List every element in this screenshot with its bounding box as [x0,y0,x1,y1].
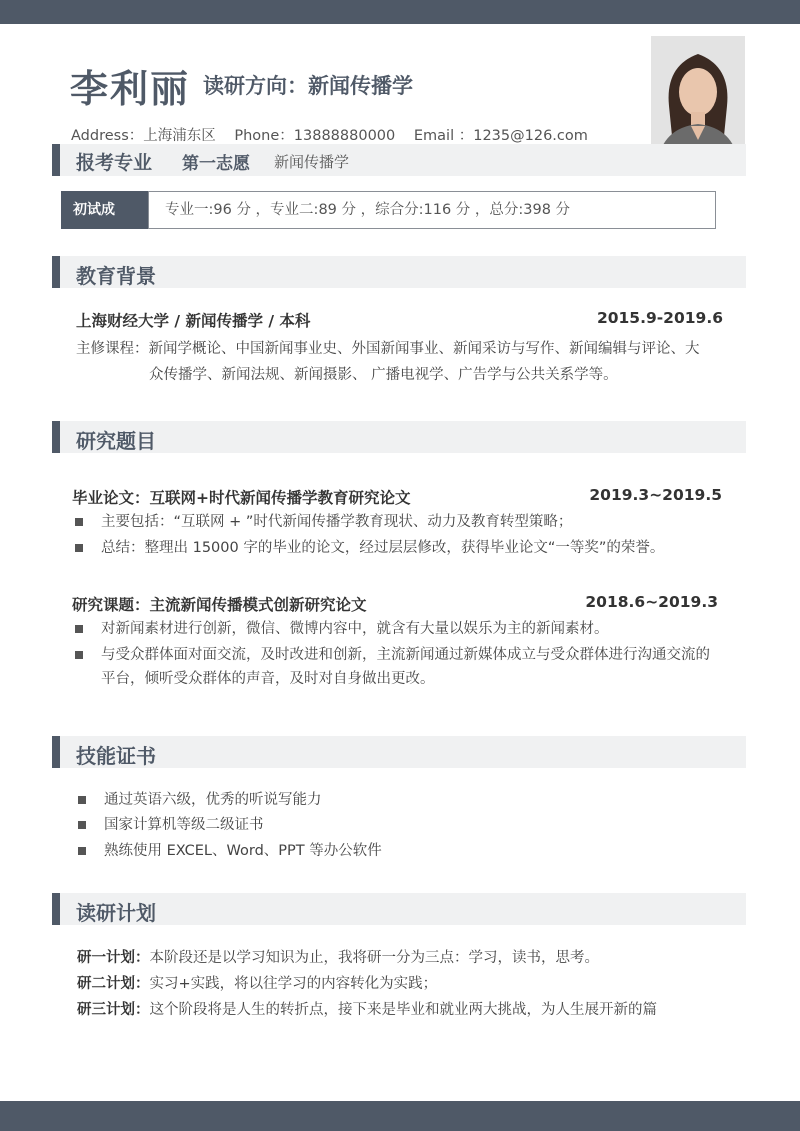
bullet-square-icon [78,821,86,829]
section-research [52,421,746,453]
thesis-bullet: 主要包括：“互联网 + ”时代新闻传播学教育现状、动力及教育转型策略； [101,514,573,530]
section-accent [52,256,60,288]
plan-year-one [77,946,599,967]
research-direction: 读研方向：新闻传播学 [203,74,413,98]
phone-text: Phone：13888880000 [234,128,396,144]
project-bullet: 与受众群体面对面交流，及时改进和创新，主流新闻通过新媒体成立与受众群体进行沟通交流的 [101,647,710,663]
section-title: 教育背景 [76,264,156,288]
apply-major: 新闻传播学 [274,153,350,171]
bottom-decor-bar [0,1101,800,1131]
project-title: 研究课题：主流新闻传播模式创新研究论文 [72,596,367,614]
section-skills [52,736,746,768]
plan-year-three [77,998,657,1019]
candidate-name: 李利丽 [70,67,191,111]
apply-major-bar [52,144,746,176]
contact-info [71,124,602,145]
bullet-square-icon [75,651,83,659]
plan-text: 实习+实践，将以往学习的内容转化为实践； [149,976,438,992]
skill-item: 国家计算机等级二级证书 [104,817,264,833]
project-bullet: 对新闻素材进行创新，微信、微博内容中，就含有大量以娱乐为主的新闻素材。 [101,621,609,637]
bullet-square-icon [75,625,83,633]
section-accent [52,144,60,176]
bullet-square-icon [75,544,83,552]
top-decor-bar [0,0,800,24]
apply-choice: 第一志愿 [182,154,250,174]
plan-label: 研二计划： [77,976,150,992]
section-title: 技能证书 [76,744,156,768]
project-bullet-continuation: 平台，倾听受众群体的声音，及时对自身做出更改。 [101,671,435,687]
section-accent [52,893,60,925]
section-title: 研究题目 [76,429,156,453]
project-date: 2018.6~2019.3 [585,593,718,611]
score-details: 专业一:96 分 ，专业二:89 分 ，综合分:116 分 ，总分:398 分 [148,191,716,229]
email-text: Email ：1235@126.com [413,128,588,144]
plan-year-two [77,972,437,993]
bullet-square-icon [75,518,83,526]
plan-label: 研一计划： [77,950,150,966]
plan-label: 研三计划： [77,1002,150,1018]
thesis-title: 毕业论文：互联网+时代新闻传播学教育研究论文 [72,489,411,507]
bullet-square-icon [78,796,86,804]
address-text: Address：上海浦东区 [71,128,216,144]
section-accent [52,421,60,453]
plan-text: 这个阶段将是人生的转折点，接下来是毕业和就业两大挑战，为人生展开新的篇 [149,1002,657,1018]
section-education [52,256,746,288]
score-label: 初试成 [61,191,149,229]
education-school: 上海财经大学 / 新闻传播学 / 本科 [76,312,311,330]
skill-item: 通过英语六级，优秀的听说写能力 [104,792,322,808]
section-plan [52,893,746,925]
education-courses-line1: 主修课程：新闻学概论、中国新闻事业史、外国新闻事业、新闻采访与写作、新闻编辑与评论、大 [76,341,700,357]
section-title: 读研计划 [76,901,156,925]
education-courses-line2: 众传播学、新闻法规、新闻摄影、 广播电视学、广告学与公共关系学等。 [149,367,618,383]
education-date: 2015.9-2019.6 [596,309,723,327]
apply-label: 报考专业 [76,152,153,174]
thesis-date: 2019.3~2019.5 [589,486,722,504]
plan-text: 本阶段还是以学习知识为止，我将研一分为三点：学习，读书，思考。 [149,950,599,966]
bullet-square-icon [78,847,86,855]
section-accent [52,736,60,768]
skill-item: 熟练使用 EXCEL、Word、PPT 等办公软件 [104,843,382,859]
thesis-bullet: 总结：整理出 15000 字的毕业的论文，经过层层修改，获得毕业论文“一等奖”的荣誉。 [101,540,665,556]
